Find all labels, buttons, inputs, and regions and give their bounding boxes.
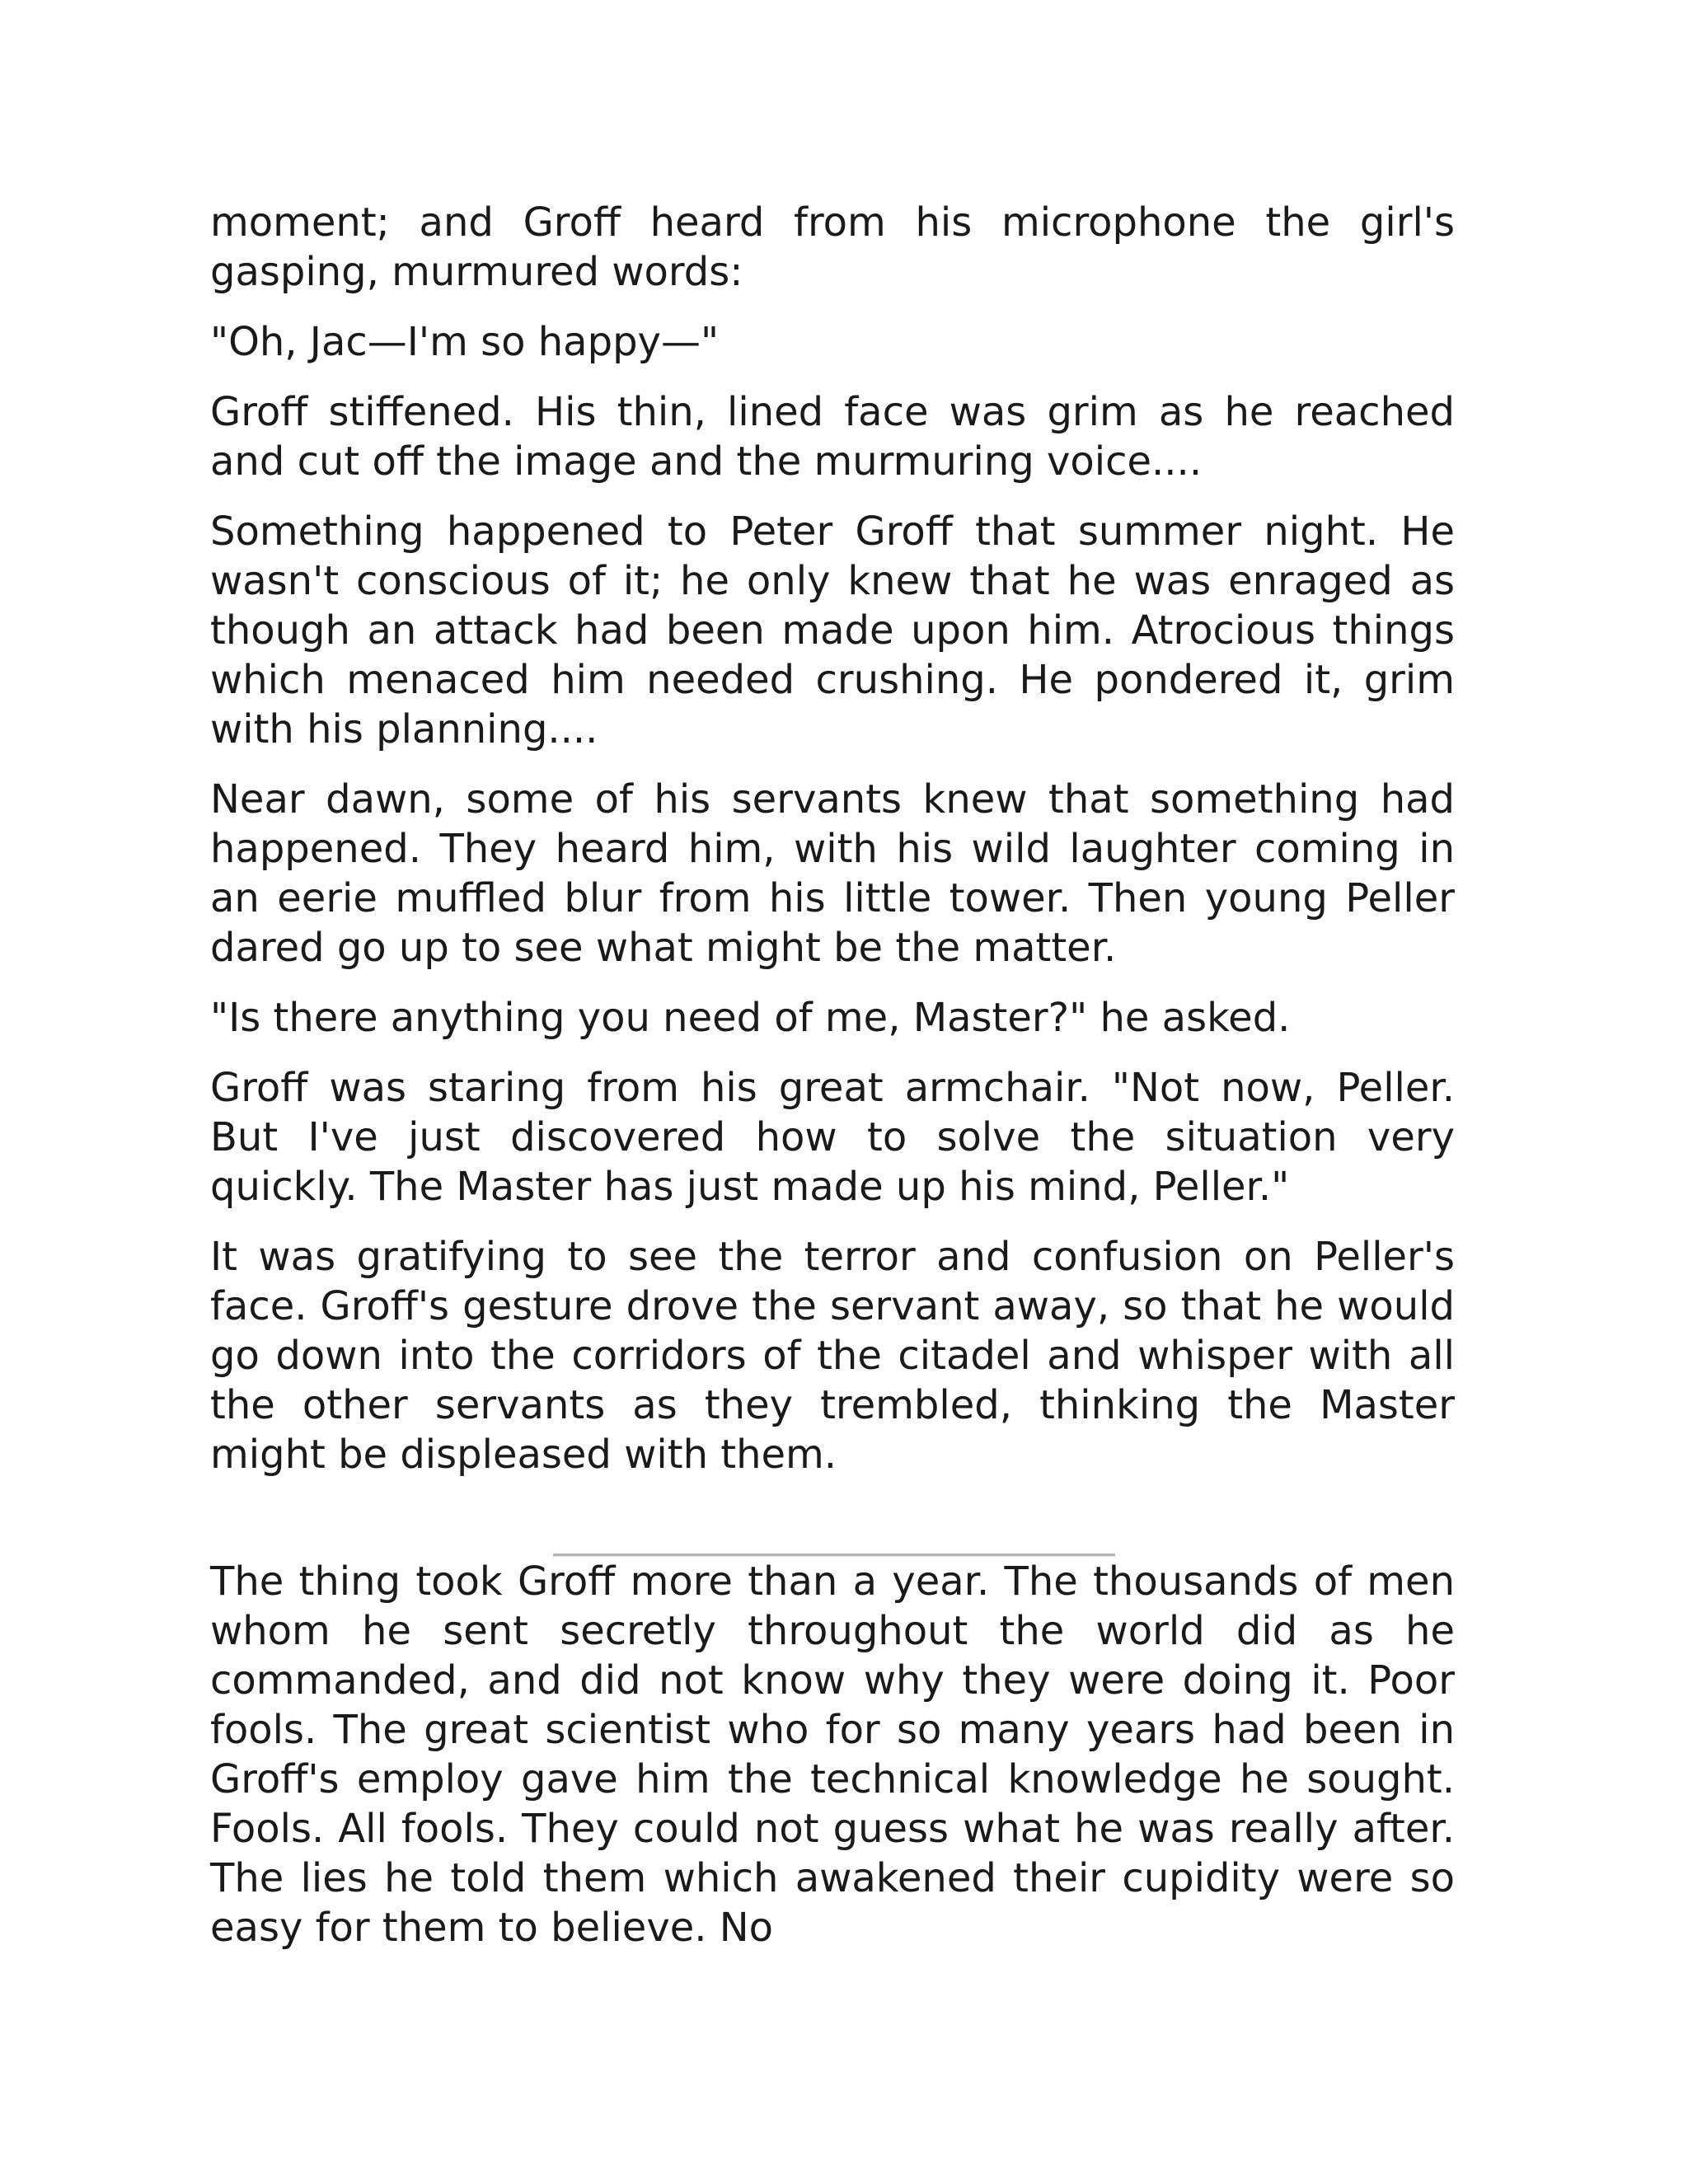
paragraph: "Oh, Jac—I'm so happy—" <box>210 319 720 365</box>
paragraph: The thing took Groff more than a year. The thousands of men whom he sent secretly throughout the world did as he commanded, and did not know why they were doing it. Poor fools. The great scientist who for so many years had been in Groff's employ gave him the technical knowledge he sought. Fools. All fools. They could not guess what he was really after. The lies he told them which awakened their cupidity were so easy for them to believe. No <box>210 1558 1455 1951</box>
paragraph: Groff stiffened. His thin, lined face was grim as he reached and cut off the image and the murmuring voice.... <box>210 389 1455 485</box>
document-page <box>210 198 1455 1973</box>
paragraph: moment; and Groff heard from his microphone the girl's gasping, murmured words: <box>210 199 1455 295</box>
paragraph: Something happened to Peter Groff that summer night. He wasn't conscious of it; he only knew that he was enraged as though an attack had been made upon him. Atrocious things which menaced him needed crushing. He pondered it, grim with his planning.... <box>210 509 1455 752</box>
paragraph: Groff was staring from his great armchair. "Not now, Peller. But I've just discovered how to solve the situation very quickly. The Master has just made up his mind, Peller." <box>210 1065 1455 1210</box>
paragraph: "Is there anything you need of me, Master?" he asked. <box>210 995 1291 1041</box>
paragraph: It was gratifying to see the terror and confusion on Peller's face. Groff's gesture drove the servant away, so that he would go down into the corridors of the citadel and whisper with all the other servants as they trembled, thinking the Master might be displeased with them. <box>210 1234 1455 1478</box>
paragraph: Near dawn, some of his servants knew that something had happened. They heard him, with his wild laughter coming in an eerie muffled blur from his little tower. Then young Peller dared go up to see what might be the matter. <box>210 776 1455 971</box>
